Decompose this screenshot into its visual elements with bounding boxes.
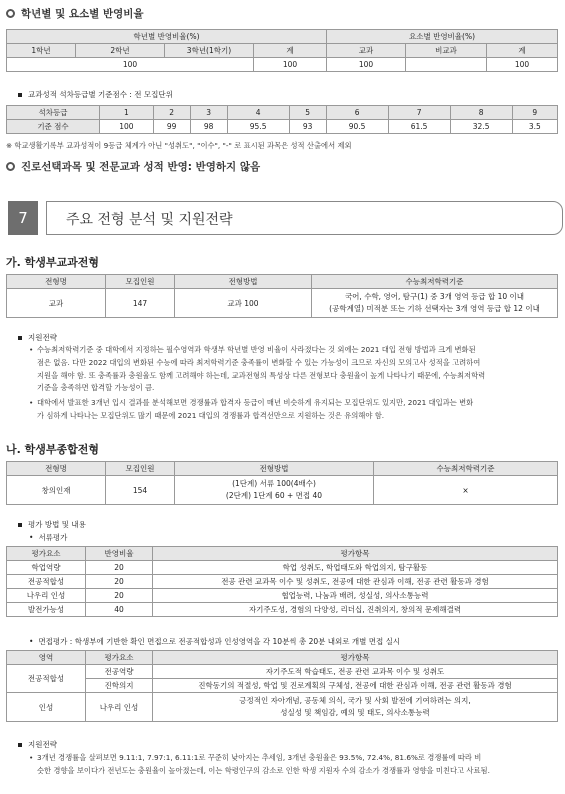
circle-bullet-icon xyxy=(6,9,15,18)
dot-bullet-icon: • xyxy=(29,753,34,762)
ratio-header: 비교과 xyxy=(406,44,487,58)
square-bullet-icon xyxy=(18,743,22,747)
int-cell: 전공역량 xyxy=(86,665,153,679)
circle-bullet-icon xyxy=(6,162,15,171)
grade-score: 95.5 xyxy=(227,120,289,134)
grade-score: 93 xyxy=(289,120,326,134)
square-bullet-icon xyxy=(18,336,22,340)
doc-cell: 학업 성취도, 학업태도와 학업의지, 탐구활동 xyxy=(153,561,558,575)
na-method-line: (2단계) 1단계 60 + 면접 40 xyxy=(225,491,323,500)
na-interview-head: • 면접평가 : 학생부에 기반한 확인 면접으로 전공적합성과 인성영역을 각 10분씩 총 20분 내외로 개별 면접 실시 xyxy=(29,637,401,646)
int-item-line: 성실성 및 책임감, 예의 및 태도, 의사소통능력 xyxy=(280,708,430,717)
int-area: 전공적합성 xyxy=(7,665,86,693)
ga-cell: 교과 xyxy=(7,289,106,318)
doc-cell: 나우리 인성 xyxy=(7,589,86,603)
grade-header: 5 xyxy=(289,106,326,120)
ratio-header: 계 xyxy=(487,44,558,58)
chapter-banner xyxy=(8,201,557,235)
grade-header: 1 xyxy=(100,106,154,120)
int-cell: 진학의지 xyxy=(86,679,153,693)
dot-bullet-icon: • xyxy=(29,398,34,407)
doc-header: 평가항목 xyxy=(153,547,558,561)
square-bullet-icon xyxy=(18,523,22,527)
int-cell: 나우리 인성 xyxy=(86,693,153,722)
interview-table xyxy=(6,650,558,722)
grade-score: 3.5 xyxy=(512,120,557,134)
ratio-cell: 100 xyxy=(254,58,327,72)
exclusion-note: ※ 학교생활기록부 교과성적이 9등급 체계가 아닌 "성취도", "이수", "-" 로 표시된 과목은 성적 산출에서 제외 xyxy=(6,141,352,150)
ratio-header: 3학년(1학기) xyxy=(165,44,254,58)
int-cell: 자기주도적 학습태도, 전공 관련 교과목 이수 및 성취도 xyxy=(153,665,558,679)
heading-na: 나. 학생부종합전형 xyxy=(6,443,100,456)
int-item-line: 긍정적인 자아개념, 공동체 의식, 국가 및 사회 발전에 기여하려는 의지, xyxy=(239,696,471,705)
na-header: 전형방법 xyxy=(175,462,374,476)
na-doc-head: • 서류평가 xyxy=(29,533,68,542)
ratio-cell: 100 xyxy=(327,58,406,72)
grade-caption: 교과성적 석차등급별 기준점수 : 전 모집단위 xyxy=(18,89,173,100)
ga-min-line: 국어, 수학, 영어, 탐구(1) 중 3개 영역 등급 합 10 이내 xyxy=(344,292,525,301)
doc-cell: 20 xyxy=(86,575,153,589)
grade-score: 99 xyxy=(153,120,190,134)
grade-row-label: 기준 점수 xyxy=(7,120,100,134)
grade-header: 3 xyxy=(190,106,227,120)
doc-cell: 발전가능성 xyxy=(7,603,86,617)
doc-cell: 40 xyxy=(86,603,153,617)
int-header: 평가항목 xyxy=(153,651,558,665)
int-items-cell xyxy=(153,693,558,722)
dot-bullet-icon: • xyxy=(29,637,34,646)
na-method-cell xyxy=(175,476,374,505)
grade-score: 90.5 xyxy=(326,120,388,134)
ratio-table xyxy=(6,29,558,72)
ga-header: 전형명 xyxy=(7,275,106,289)
ga-table xyxy=(6,274,558,318)
dot-bullet-icon: • xyxy=(29,533,34,542)
ratio-group-grade: 학년별 반영비율(%) xyxy=(7,30,327,44)
grade-header: 6 xyxy=(326,106,388,120)
grade-score: 100 xyxy=(100,120,154,134)
grade-header: 9 xyxy=(512,106,557,120)
int-cell: 진학동기의 적절성, 학업 및 진로계획의 구체성, 전공에 대한 관심과 이해, 전공 관련 활동과 경험 xyxy=(153,679,558,693)
ratio-header: 교과 xyxy=(327,44,406,58)
grade-table xyxy=(6,105,558,134)
chapter-number: 7 xyxy=(8,201,38,235)
ratio-cell: 100 xyxy=(7,58,254,72)
doc-cell: 전공 관련 교과목 이수 및 성취도, 전공에 대한 관심과 이해, 전공 관련 활동과 경험 xyxy=(153,575,558,589)
ratio-header: 1학년 xyxy=(7,44,76,58)
na-header: 전형명 xyxy=(7,462,106,476)
ratio-header: 계 xyxy=(254,44,327,58)
grade-header: 7 xyxy=(388,106,450,120)
ratio-cell: 100 xyxy=(487,58,558,72)
grade-header: 8 xyxy=(450,106,512,120)
grade-header: 4 xyxy=(227,106,289,120)
doc-cell: 전공적합성 xyxy=(7,575,86,589)
doc-cell: 협업능력, 나눔과 배려, 성실성, 의사소통능력 xyxy=(153,589,558,603)
ga-min-line: (공학계열) 미적분 또는 기하 선택자는 3개 영역 등급 합 12 이내 xyxy=(329,304,540,313)
ga-header: 모집인원 xyxy=(106,275,175,289)
na-header: 모집인원 xyxy=(106,462,175,476)
ga-cell: 147 xyxy=(106,289,175,318)
ga-strategy-head: 지원전략 xyxy=(18,332,57,343)
ga-header: 수능최저학력기준 xyxy=(312,275,558,289)
ga-header: 전형방법 xyxy=(175,275,312,289)
grade-header: 2 xyxy=(153,106,190,120)
ratio-group-element: 요소별 반영비율(%) xyxy=(327,30,558,44)
doc-cell: 20 xyxy=(86,561,153,575)
chapter-title: 주요 전형 분석 및 지원전략 xyxy=(66,212,233,228)
square-bullet-icon xyxy=(18,93,22,97)
ratio-cell xyxy=(406,58,487,72)
int-area: 인성 xyxy=(7,693,86,722)
heading-ga: 가. 학생부교과전형 xyxy=(6,256,100,269)
ga-cell: 교과 100 xyxy=(175,289,312,318)
na-strategy-head: 지원전략 xyxy=(18,739,57,750)
na-cell: 창의인재 xyxy=(7,476,106,505)
int-header: 평가요소 xyxy=(86,651,153,665)
ga-strategy-p2: • 대학에서 발표한 3개년 입시 결과를 분석해보면 경쟁률과 합격자 등급이 매년 비슷하게 유지되는 모집단위도 있지만, 2021 대입과는 변화 가 심하게 나타나는 모집단위도 많기 때문에 2021 대입의 경쟁률과 합격선만으로 지원하는 것은 유의해야 함. xyxy=(29,398,474,420)
doc-eval-table xyxy=(6,546,558,617)
grade-score: 32.5 xyxy=(450,120,512,134)
grade-head-label: 석차등급 xyxy=(7,106,100,120)
ratio-header: 2학년 xyxy=(76,44,165,58)
ga-min-cell xyxy=(312,289,558,318)
na-table xyxy=(6,461,558,505)
grade-score: 98 xyxy=(190,120,227,134)
na-cell: 154 xyxy=(106,476,175,505)
grade-score: 61.5 xyxy=(388,120,450,134)
doc-cell: 자기주도성, 경험의 다양성, 리더십, 진취의지, 창의적 문제해결력 xyxy=(153,603,558,617)
na-strategy-p1: • 3개년 경쟁률을 살펴보면 9.11:1, 7.97:1, 6.11:1로 꾸준히 낮아지는 추세임, 3개년 충원율은 93.5%, 72.4%, 81.6%로 경쟁률에 따라 비 슷한 경향을 보이다가 전년도는 충원율이 높아졌는데, 이는 학령인구의 감소로 인한 학생 지원자 수의 감소가 경쟁률과 영향을 미친다고 사료됨. xyxy=(29,753,490,775)
na-min-cell: × xyxy=(374,476,558,505)
dot-bullet-icon: • xyxy=(29,345,34,354)
section-title-ratio: 학년별 및 요소별 반영비율 xyxy=(6,6,144,21)
doc-header: 평가요소 xyxy=(7,547,86,561)
doc-cell: 20 xyxy=(86,589,153,603)
na-header: 수능최저학력기준 xyxy=(374,462,558,476)
ga-strategy-p1: • 수능최저학력기준 중 대학에서 지정하는 필수영역과 학생부 학년별 반영 비율이 사라졌다는 것 외에는 2021 대입 전형 방법과 크게 변화된 점은 없음. 다만 2022 대입의 변화된 수능에 따라 최저학력기준 충족률이 변화할 수 있는 가능성이 크므로 자신의 모의고사 성적을 고려하여 지원을 해야 함. 또 충족률과 충원율도 함께 고려해야 하는데, 교과전형의 특성상 다른 전형보다 충원율이 높게 나타나기 때문에, 수능최저학력 기준을 충족하면 합격할 가능성이 큼. xyxy=(29,345,486,393)
doc-cell: 학업역량 xyxy=(7,561,86,575)
na-method-line: (1단계) 서류 100(4배수) xyxy=(232,479,316,488)
doc-header: 반영비율 xyxy=(86,547,153,561)
int-header: 영역 xyxy=(7,651,86,665)
na-eval-head: 평가 방법 및 내용 xyxy=(18,519,86,530)
section-title-career: 진로선택과목 및 전문교과 성적 반영: 반영하지 않음 xyxy=(6,159,260,174)
